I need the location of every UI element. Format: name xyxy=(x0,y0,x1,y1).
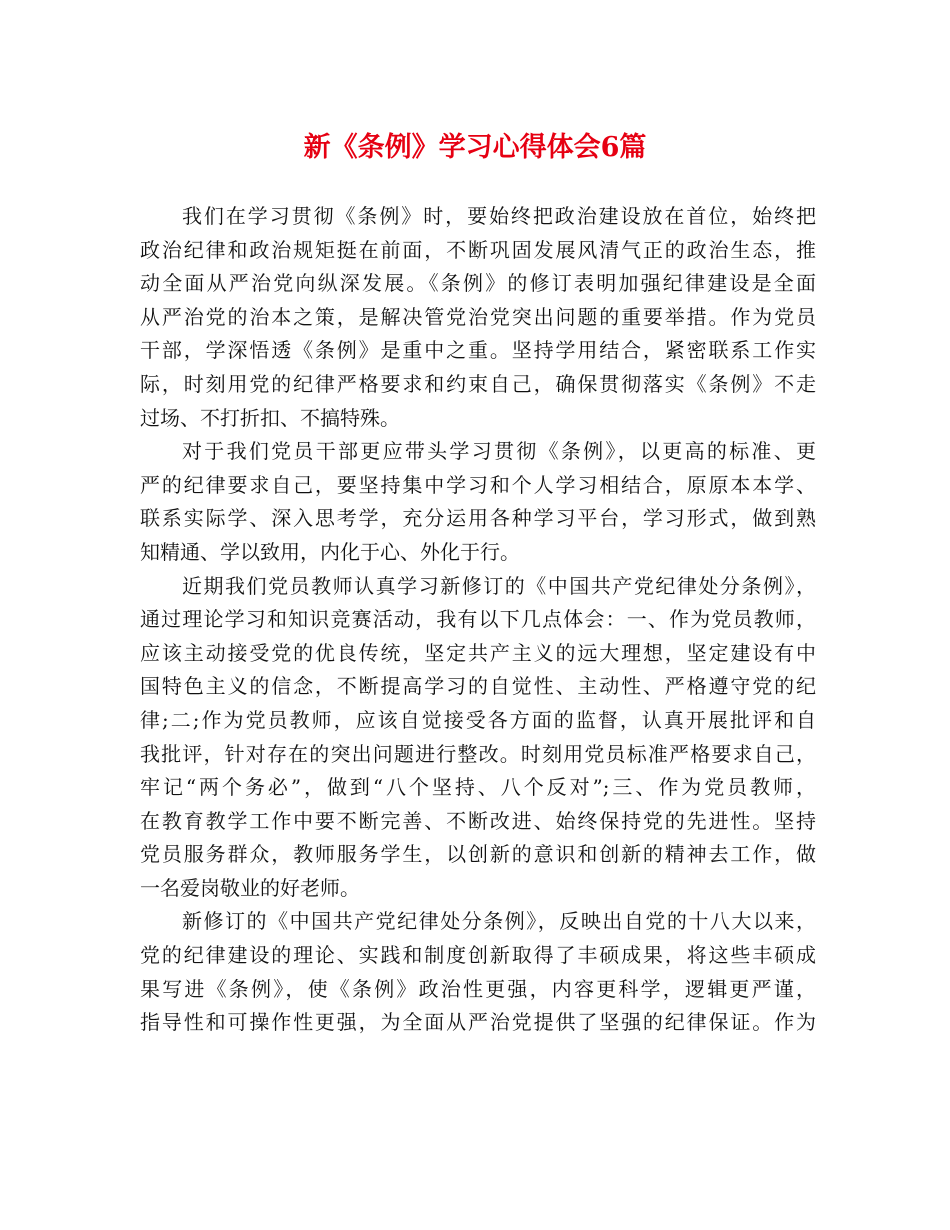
paragraph xyxy=(140,905,816,1039)
paragraph-line: 我批评，针对存在的突出问题进行整改。时刻用党员标准严格要求自己， xyxy=(140,741,816,766)
paragraph-line: 指导性和可操作性更强，为全面从严治党提供了坚强的纪律保证。作为 xyxy=(140,1010,816,1035)
paragraph-line: 严的纪律要求自己，要坚持集中学习和个人学习相结合，原原本本学、 xyxy=(140,472,816,497)
paragraph-line: 我们在学习贯彻《条例》时，要始终把政治建设放在首位，始终把 xyxy=(182,204,816,228)
paragraph-line: 国特色主义的信念，不断提高学习的自觉性、主动性、严格遵守党的纪 xyxy=(140,674,816,699)
paragraph-line: 干部，学深悟透《条例》是重中之重。坚持学用结合，紧密联系工作实 xyxy=(140,338,816,363)
paragraph-line: 政治纪律和政治规矩挺在前面，不断巩固发展风清气正的政治生态，推 xyxy=(140,237,816,262)
paragraph xyxy=(140,570,816,906)
paragraph-line: 通过理论学习和知识竞赛活动，我有以下几点体会：一、作为党员教师， xyxy=(140,607,816,632)
paragraph-line: 近期我们党员教师认真学习新修订的《中国共产党纪律处分条例》， xyxy=(182,573,816,598)
paragraph-line: 应该主动接受党的优良传统，坚定共产主义的远大理想，坚定建设有中 xyxy=(140,640,816,665)
paragraph xyxy=(140,200,816,435)
paragraph-line: 知精通、学以致用，内化于心、外化于行。 xyxy=(140,539,520,564)
paragraph-line: 新修订的《中国共产党纪律处分条例》，反映出自党的十八大以来， xyxy=(182,909,816,934)
paragraph-line: 党的纪律建设的理论、实践和制度创新取得了丰硕成果，将这些丰硕成 xyxy=(140,943,816,968)
paragraph-line: 果写进《条例》，使《条例》政治性更强，内容更科学，逻辑更严谨， xyxy=(140,976,816,1001)
paragraph-line: 党员服务群众，教师服务学生，以创新的意识和创新的精神去工作，做 xyxy=(140,842,816,867)
paragraph-line: 一名爱岗敬业的好老师。 xyxy=(140,875,360,900)
paragraph-line: 动全面从严治党向纵深发展。《条例》的修订表明加强纪律建设是全面 xyxy=(140,271,816,296)
paragraph-line: 律;二;作为党员教师，应该自觉接受各方面的监督，认真开展批评和自 xyxy=(140,707,816,732)
paragraph-line: 在教育教学工作中要不断完善、不断改进、始终保持党的先进性。坚持 xyxy=(140,808,816,833)
document-title: 新《条例》学习心得体会6篇 xyxy=(303,132,647,163)
paragraph xyxy=(140,435,816,569)
document-body xyxy=(140,200,816,1040)
paragraph-line: 从严治党的治本之策，是解决管党治党突出问题的重要举措。作为党员 xyxy=(140,304,816,329)
paragraph-line: 对于我们党员干部更应带头学习贯彻《条例》，以更高的标准、更 xyxy=(182,439,816,464)
paragraph-line: 过场、不打折扣、不搞特殊。 xyxy=(140,405,400,430)
paragraph-line: 际，时刻用党的纪律严格要求和约束自己，确保贯彻落实《条例》不走 xyxy=(140,371,816,396)
paragraph-line: 牢记“两个务必”，做到“八个坚持、八个反对”;三、作为党员教师， xyxy=(140,775,816,800)
paragraph-line: 联系实际学、深入思考学，充分运用各种学习平台，学习形式，做到熟 xyxy=(140,506,816,531)
